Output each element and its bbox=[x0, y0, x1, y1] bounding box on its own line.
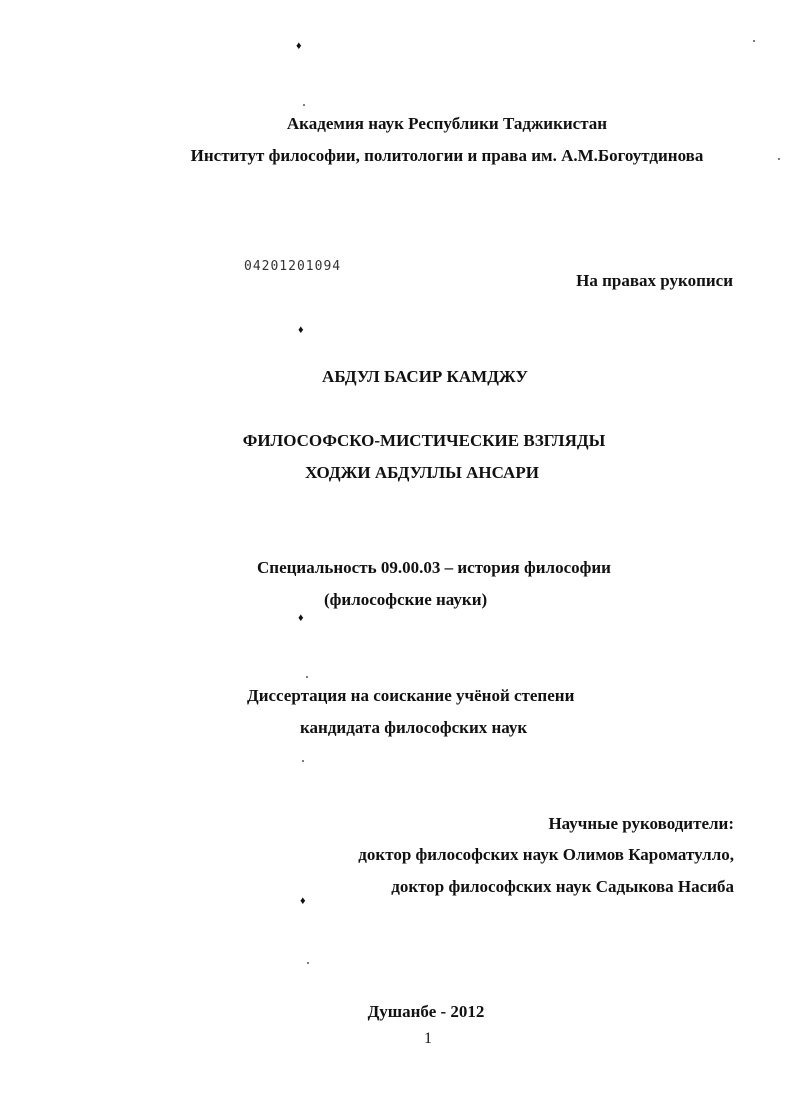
author-name: АБДУЛ БАСИР КАМДЖУ bbox=[322, 367, 528, 386]
place-year: Душанбе - 2012 bbox=[367, 1002, 485, 1021]
specialty-line: Специальность 09.00.03 – история философии bbox=[257, 558, 611, 577]
degree-line-2: кандидата философских наук bbox=[300, 718, 528, 737]
registration-number: 04201201094 bbox=[244, 259, 342, 274]
scan-dot-6 bbox=[307, 962, 309, 964]
scan-mark-2: ♦ bbox=[298, 324, 304, 336]
institute-name: Институт философии, политологии и права им. А.М.Богоутдинова bbox=[190, 146, 704, 165]
degree-line-1: Диссертация на соискание учёной степени bbox=[247, 686, 575, 705]
manuscript-note: На правах рукописи bbox=[576, 271, 733, 290]
supervisor-2: доктор философских наук Садыкова Насиба bbox=[391, 877, 734, 896]
dissertation-title-line-2: ХОДЖИ АБДУЛЛЫ АНСАРИ bbox=[305, 463, 539, 482]
page-number: 1 bbox=[424, 1030, 432, 1047]
scan-dot-1 bbox=[303, 104, 305, 106]
supervisors-heading: Научные руководители: bbox=[548, 814, 734, 833]
scan-mark-1: ♦ bbox=[296, 40, 302, 52]
dissertation-title-line-1: ФИЛОСОФСКО-МИСТИЧЕСКИЕ ВЗГЛЯДЫ bbox=[242, 431, 606, 450]
supervisor-1: доктор философских наук Олимов Кароматулло, bbox=[358, 845, 734, 864]
scan-mark-3: ♦ bbox=[298, 612, 304, 624]
scan-dot-2 bbox=[753, 40, 755, 42]
academy-name: Академия наук Республики Таджикистан bbox=[286, 114, 608, 133]
scan-mark-4: ♦ bbox=[300, 895, 306, 907]
scan-dot-4 bbox=[306, 676, 308, 678]
specialty-field: (философские науки) bbox=[324, 590, 488, 609]
scan-dot-5 bbox=[302, 760, 304, 762]
